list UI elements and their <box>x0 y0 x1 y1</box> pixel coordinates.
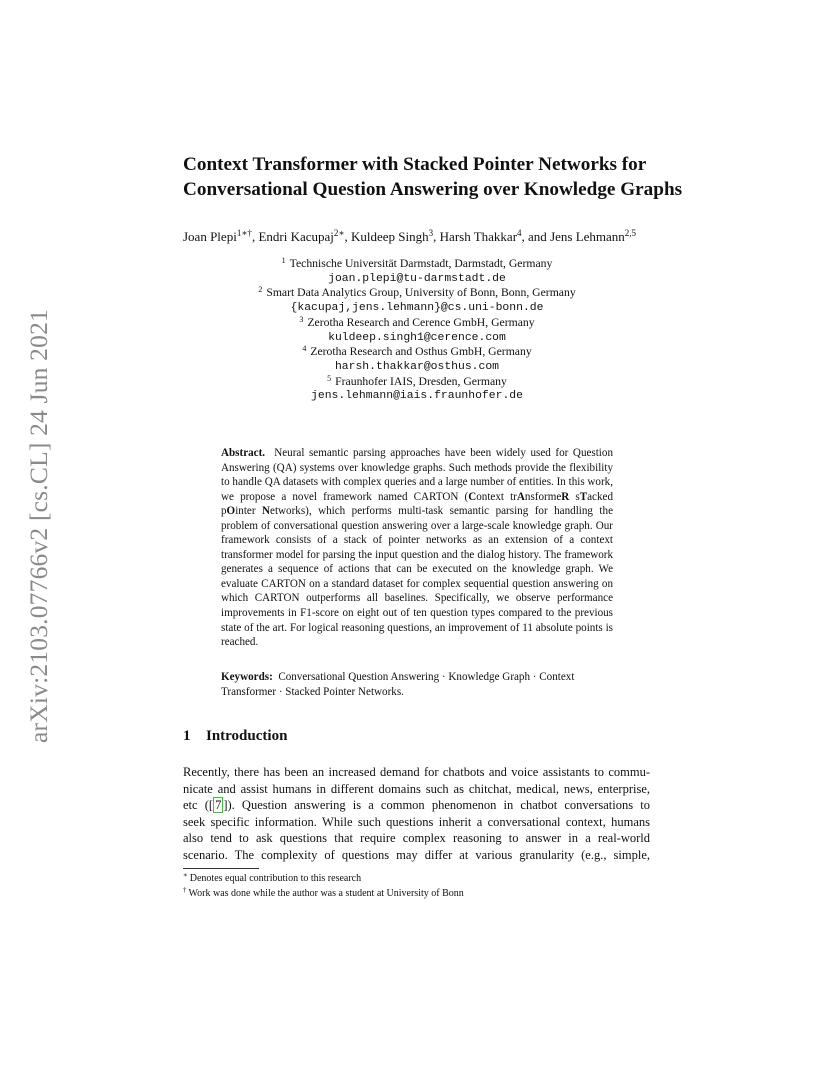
acronym-letter: O <box>226 505 236 518</box>
affiliation-email[interactable]: jens.lehmann@iais.fraunhofer.de <box>311 390 523 403</box>
paper-title-line-2: Conversational Question Answering over Knowledge Graphs <box>183 179 683 200</box>
acronym-part: tr <box>510 490 517 503</box>
affiliation-email[interactable]: joan.plepi@tu-darmstadt.de <box>328 272 506 285</box>
intro-line: nicate and assist humans in different domains such as chitchat, medical, news, enterprise, <box>183 781 650 796</box>
footnote <box>183 872 643 887</box>
author-marks: 2,5 <box>624 228 637 238</box>
author-name: Endri Kacupaj <box>258 229 334 244</box>
acronym-part: inter <box>235 505 262 518</box>
affiliation-email[interactable]: harsh.thakkar@osthus.com <box>334 360 500 373</box>
footnote-text: Denotes equal contribution to this research <box>189 873 362 884</box>
keywords-label: Keywords: <box>221 671 273 683</box>
affiliation-org: Zerotha Research and Osthus GmbH, Germany <box>310 345 532 359</box>
acronym-letter: N <box>262 505 271 518</box>
affiliation-email[interactable]: {kacupaj,jens.lehmann}@cs.uni-bonn.de <box>290 302 544 315</box>
affiliation-number: 1 <box>281 256 286 265</box>
section-heading <box>183 728 287 745</box>
author-marks: 3 <box>428 228 434 238</box>
footnote-text: Work was done while the author was a student at University of Bonn <box>188 887 464 899</box>
affiliation <box>200 375 634 390</box>
author-name: Harsh Thakkar <box>439 229 518 244</box>
acronym-letter: T <box>579 490 588 503</box>
arxiv-identifier: arXiv:2103.07766v2 [cs.CL] 24 Jun 2021 <box>24 309 53 743</box>
intro-line: scenario. The complexity of questions may differ at various granularity (e.g., simple, <box>183 847 650 862</box>
intro-text: ]). Question answering is a common phenomenon in chatbot conversations to <box>223 798 650 812</box>
intro-line: also tend to ask questions that require complex reasoning to answer in a real-world <box>183 831 650 845</box>
section-title: Introduction <box>206 728 288 744</box>
acronym-part: etworks) <box>270 505 309 518</box>
author-separator: , <box>433 229 440 244</box>
footnotes <box>183 872 643 901</box>
acronym-letter: C <box>468 490 477 503</box>
affiliation-email[interactable]: kuldeep.singh1@cerence.com <box>328 331 506 344</box>
footnote-mark: ∗ <box>183 871 188 879</box>
intro-paragraph <box>183 764 650 863</box>
abstract-text: Neural semantic parsing approaches have been widely used for Question Answering (QA) systems over knowledge graphs. Such methods provide the flexibility to handle QA datasets with complex queries and a large number of entities. In this work, we propose a novel framework named CARTON ( <box>221 447 613 503</box>
paper-title <box>183 152 703 202</box>
affiliation-number: 2 <box>258 285 263 295</box>
acronym-part: acked p <box>221 490 613 518</box>
author-name: Jens Lehmann <box>550 229 625 244</box>
affiliation <box>200 345 634 360</box>
keywords-text: Conversational Question Answering · Knowledge Graph · Context Transformer · Stacked Pointer Networks. <box>221 671 575 698</box>
affiliations <box>200 257 634 404</box>
abstract <box>221 446 613 650</box>
author-marks: 4 <box>517 228 522 238</box>
author-name: Kuldeep Singh <box>351 229 429 244</box>
keywords <box>221 670 613 699</box>
affiliation-number: 4 <box>302 344 307 354</box>
citation-link[interactable]: 7 <box>215 798 222 812</box>
affiliation-org: Fraunhofer IAIS, Dresden, Germany <box>335 374 507 388</box>
acronym-part: ontext <box>476 490 511 503</box>
arxiv-sidebar-stamp <box>22 286 56 766</box>
acronym-part: s <box>569 490 580 503</box>
footnote-divider <box>183 868 259 869</box>
author-marks: 1∗† <box>236 228 252 238</box>
affiliation <box>200 257 634 272</box>
abstract-label: Abstract. <box>221 447 266 459</box>
author-separator: , <box>344 229 352 244</box>
acronym-letter: A <box>516 490 525 503</box>
affiliation-org: Smart Data Analytics Group, University of Bonn, Bonn, Germany <box>266 286 576 300</box>
affiliation-number: 5 <box>327 373 332 383</box>
affiliation <box>200 286 634 301</box>
intro-line <box>183 797 650 814</box>
intro-line: Recently, there has been an increased demand for chatbots and voice assistants to commu- <box>183 765 650 779</box>
affiliation-org: Zerotha Research and Cerence GmbH, Germany <box>307 315 535 329</box>
abstract-text: , which performs multi-task semantic parsing for handling the problem of conversational question answering over a large-scale knowledge graph. Our framework consists of a stack of pointer networks as an extension of a context transformer model for parsing the input question and the dialog history. The framework generates a sequence of actions that can be executed on the knowledge graph. We evaluate CARTON on a standard dataset for complex sequential question answering on which CARTON outperforms all baselines. Specifically, we observe performance improvements in F1-score on eight out of ten question types compared to the previous state of the art. For logical reasoning questions, an improvement of 11 absolute points is reached. <box>221 505 613 649</box>
section-number: 1 <box>183 728 191 744</box>
author-name: Joan Plepi <box>183 229 237 244</box>
footnote <box>183 887 643 902</box>
affiliation-org: Technische Universität Darmstadt, Darmstadt, Germany <box>289 257 553 270</box>
acronym-part: nsforme <box>524 490 562 503</box>
author-separator: , <box>251 229 259 244</box>
affiliation <box>200 316 634 331</box>
intro-line: seek specific information. While such questions inherit a conversational context, humans <box>183 814 650 829</box>
affiliation-number: 3 <box>299 314 304 324</box>
author-list <box>183 228 663 246</box>
footnote-mark: † <box>183 885 187 894</box>
acronym-letter: R <box>561 490 570 503</box>
author-separator: , and <box>521 229 551 244</box>
paper-title-line-1: Context Transformer with Stacked Pointer Networks for <box>183 154 647 175</box>
author-marks: 2∗ <box>333 228 345 238</box>
intro-text: etc ([ <box>183 798 214 812</box>
